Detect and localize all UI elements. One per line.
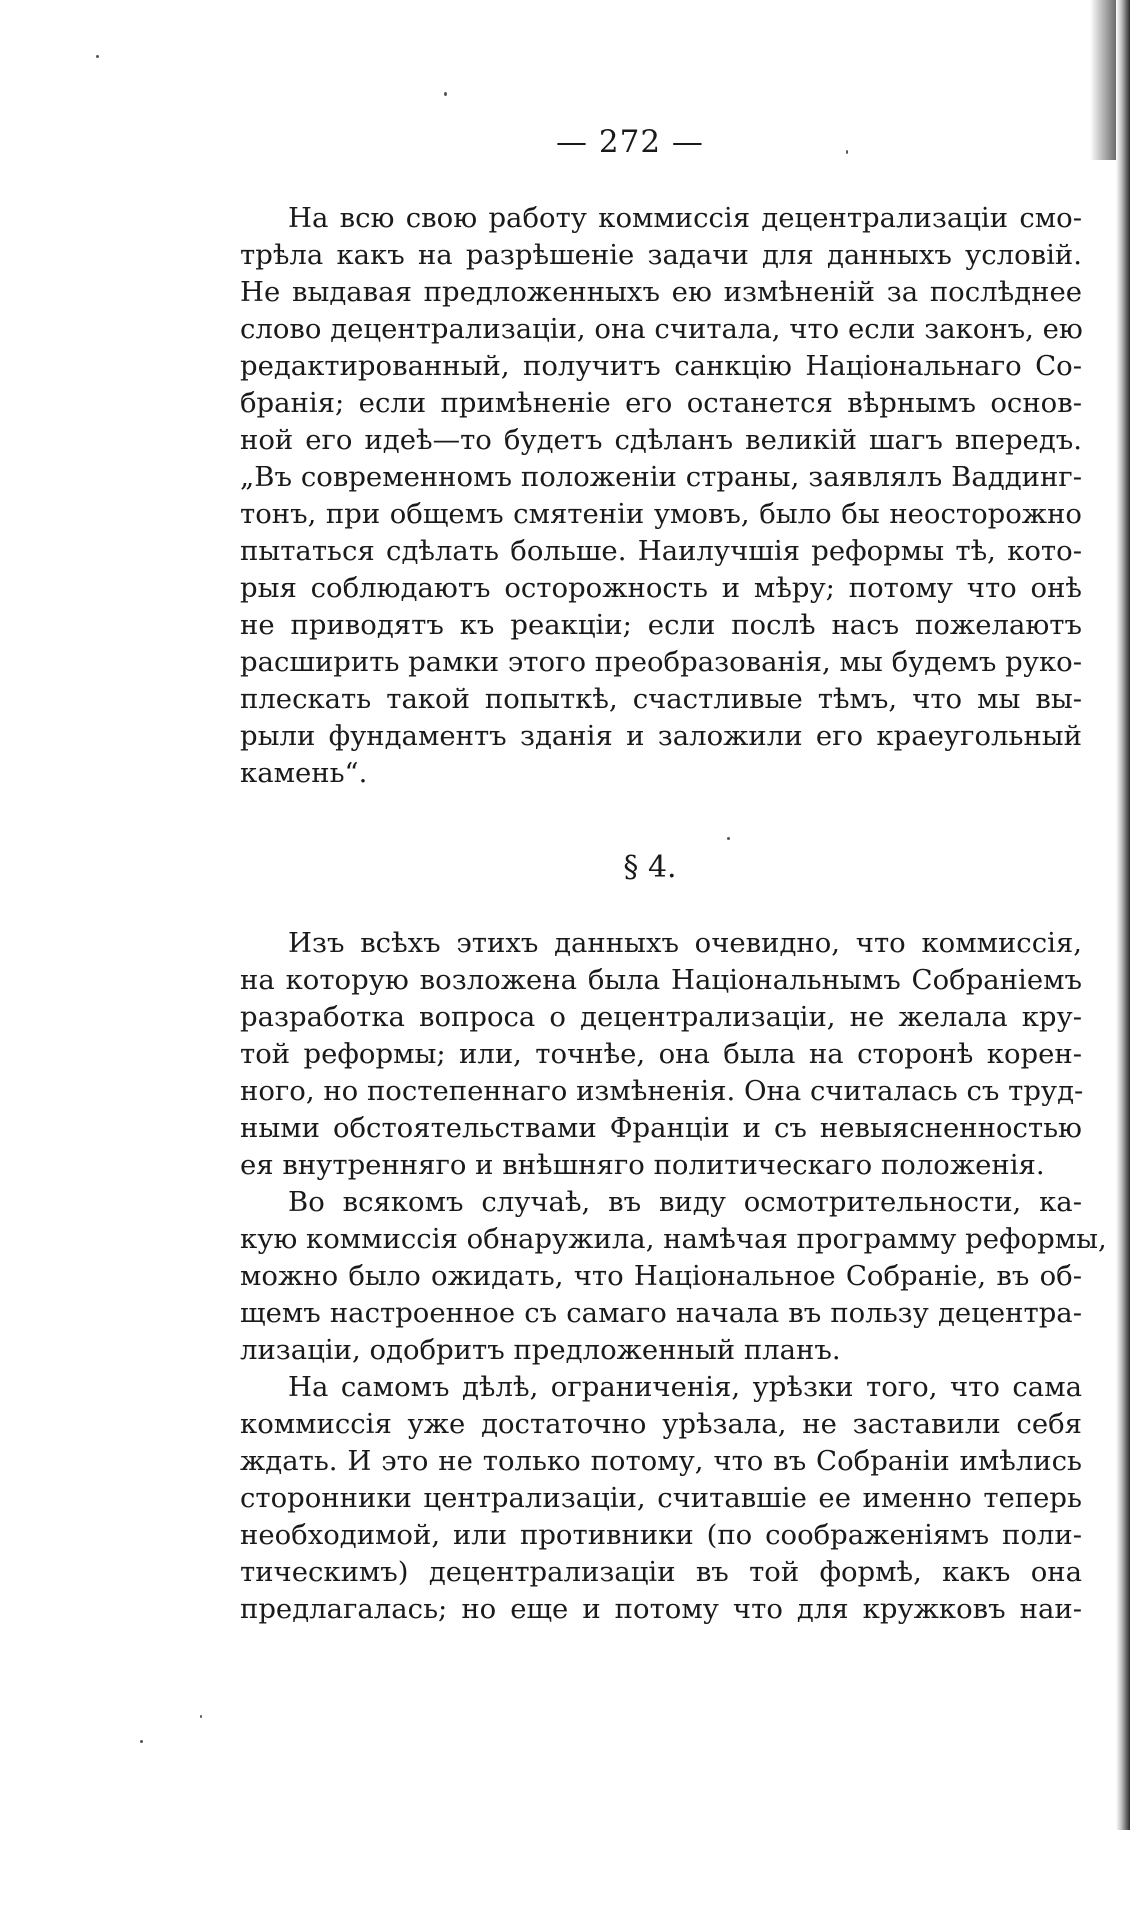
text-line: бранія; если примѣненіе его останется вѣрнымъ основ- bbox=[240, 387, 1082, 419]
text-line: Не выдавая предложенныхъ ею измѣненій за послѣднее bbox=[240, 276, 1082, 308]
scan-speck bbox=[727, 837, 730, 840]
text-line: „Въ современномъ положеніи страны, заявлялъ Ваддинг- bbox=[240, 461, 1082, 493]
text-line: камень“. bbox=[240, 757, 368, 789]
text-line: тическимъ) децентрализаціи въ той формѣ, какъ она bbox=[240, 1556, 1082, 1588]
text-line: рыя соблюдаютъ осторожность и мѣру; потому что онѣ bbox=[240, 572, 1082, 604]
text-line: той реформы; или, точнѣе, она была на сторонѣ корен- bbox=[240, 1038, 1082, 1070]
text-line: слово децентрализаціи, она считала, что если законъ, ею bbox=[240, 313, 1083, 345]
text-line: сторонники централизаціи, считавшіе ее именно теперь bbox=[240, 1482, 1082, 1514]
text-line: рыли фундаментъ зданія и заложили его краеугольный bbox=[240, 720, 1082, 752]
text-line: предлагалась; но еще и потому что для кружковъ наи- bbox=[240, 1593, 1082, 1625]
text-line: ея внутренняго и внѣшняго политическаго положенія. bbox=[240, 1149, 1045, 1181]
text-line: разработка вопроса о децентрализаціи, не желала кру- bbox=[240, 1001, 1082, 1033]
scan-speck bbox=[96, 55, 99, 58]
text-line: ного, но постепеннаго измѣненія. Она считалась съ труд- bbox=[240, 1075, 1084, 1107]
section-heading: § 4. bbox=[623, 850, 677, 885]
text-line: Изъ всѣхъ этихъ данныхъ очевидно, что коммиссія, bbox=[288, 927, 1082, 959]
text-line: плескать такой попыткѣ, счастливые тѣмъ, что мы вы- bbox=[240, 683, 1082, 715]
text-line: ными обстоятельствами Франціи и съ невыясненностью bbox=[240, 1112, 1082, 1144]
text-line: ной его идеѣ—то будетъ сдѣланъ великій шагъ впередъ. bbox=[240, 424, 1082, 456]
text-line: редактированный, получитъ санкцію Національнаго Со- bbox=[240, 350, 1082, 382]
text-line: тонъ, при общемъ смятеніи умовъ, было бы неосторожно bbox=[240, 498, 1082, 530]
body-text-after-heading bbox=[240, 925, 1107, 1628]
text-line: На самомъ дѣлѣ, ограниченія, урѣзки того, что сама bbox=[288, 1371, 1082, 1403]
paragraph-1 bbox=[240, 200, 1082, 792]
page-number: — 272 — bbox=[556, 124, 704, 160]
text-line: можно было ожидать, что Національное Собраніе, въ об- bbox=[240, 1260, 1082, 1292]
text-line: пытаться сдѣлать больше. Наилучшія реформы тѣ, кото- bbox=[240, 535, 1082, 567]
scan-speck bbox=[140, 1740, 143, 1743]
scan-speck bbox=[846, 150, 848, 154]
scan-speck bbox=[200, 1715, 202, 1718]
text-line: трѣла какъ на разрѣшеніе задачи для данныхъ условій. bbox=[240, 239, 1082, 271]
text-line: Во всякомъ случаѣ, въ виду осмотрительности, ка- bbox=[288, 1186, 1082, 1218]
text-line: ждать. И это не только потому, что въ Собраніи имѣлись bbox=[240, 1445, 1082, 1477]
text-line: не приводятъ къ реакціи; если послѣ насъ пожелаютъ bbox=[240, 609, 1082, 641]
text-line: щемъ настроенное съ самаго начала въ пользу децентра- bbox=[240, 1297, 1082, 1329]
scan-shadow-edge bbox=[1116, 0, 1130, 1830]
text-line: необходимой, или противники (по соображеніямъ поли- bbox=[240, 1519, 1082, 1551]
text-line: кую коммиссія обнаружила, намѣчая программу реформы, bbox=[240, 1223, 1107, 1255]
scan-speck bbox=[444, 92, 447, 96]
text-line: лизаціи, одобритъ предложенный планъ. bbox=[240, 1334, 841, 1366]
text-line: коммиссія уже достаточно урѣзала, не заставили себя bbox=[240, 1408, 1082, 1440]
text-line: На всю свою работу коммиссія децентрализаціи смо- bbox=[288, 202, 1082, 234]
text-line: расширить рамки этого преобразованія, мы будемъ руко- bbox=[240, 646, 1082, 678]
text-line: на которую возложена была Національнымъ Собраніемъ bbox=[240, 964, 1082, 996]
